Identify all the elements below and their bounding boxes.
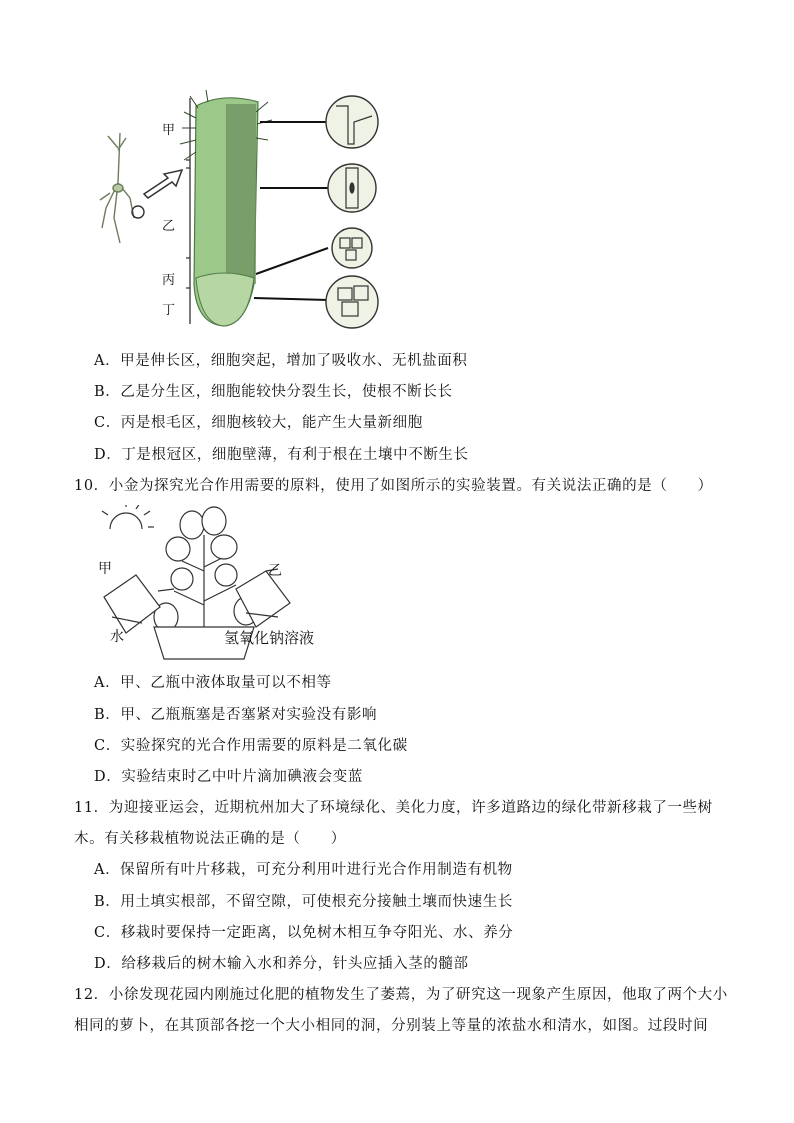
root-body: [180, 90, 272, 326]
q10-option-c[interactable]: C．实验探究的光合作用需要的原料是二氧化碳: [94, 738, 408, 754]
q11-option-d[interactable]: D．给移栽后的树木输入水和养分，针头应插入茎的髓部: [94, 956, 469, 972]
label-water: 水: [110, 629, 124, 645]
label-ding: 丁: [162, 303, 176, 318]
label-bottle-jia: 甲: [98, 561, 112, 577]
label-bing: 丙: [162, 273, 176, 288]
label-yi: 乙: [162, 219, 176, 234]
q9-option-b[interactable]: B．乙是分生区，细胞能较快分裂生长，使根不断长长: [94, 384, 453, 400]
label-bottle-yi: 乙: [268, 563, 282, 579]
label-naoh-solution: 氢氧化钠溶液: [224, 629, 315, 647]
q11-option-b[interactable]: B．用土填实根部，不留空隙，可使根充分接触土壤而快速生长: [94, 894, 513, 910]
q10-stem: 10．小金为探究光合作用需要的原料，使用了如图所示的实验装置。有关说法正确的是（ ）: [74, 478, 713, 494]
q12-stem-line2: 相同的萝卜，在其顶部各挖一个大小相同的洞，分别装上等量的浓盐水和清水，如图。过段时间: [74, 1018, 709, 1034]
sun-icon: [102, 505, 154, 529]
q9-option-a[interactable]: A．甲是伸长区，细胞突起，增加了吸收水、无机盐面积: [94, 353, 468, 369]
q11-stem-line1: 11．为迎接亚运会，近期杭州加大了环境绿化、美化力度，许多道路边的绿化带新移栽了一些树: [74, 800, 713, 816]
label-jia: 甲: [162, 123, 176, 138]
q9-option-c[interactable]: C．丙是根毛区，细胞核较大，能产生大量新细胞: [94, 415, 423, 431]
q12-stem-line1: 12．小徐发现花园内刚施过化肥的植物发生了萎蔫，为了研究这一现象产生原因，他取了两个大小: [74, 987, 728, 1003]
q11-stem-line2: 木。有关移栽植物说法正确的是（ ）: [74, 831, 346, 847]
q9-option-d[interactable]: D．丁是根冠区，细胞壁薄，有利于根在土壤中不断生长: [94, 447, 469, 463]
q10-option-a[interactable]: A．甲、乙瓶中液体取量可以不相等: [94, 675, 332, 691]
q10-option-d[interactable]: D．实验结束时乙中叶片滴加碘液会变蓝: [94, 769, 363, 785]
root-hair-cell-icon: [326, 96, 378, 148]
photosynthesis-apparatus-figure: [96, 505, 336, 665]
zone-bracket: [186, 98, 190, 324]
q11-option-a[interactable]: A．保留所有叶片移栽，可充分利用叶进行光合作用制造有机物: [94, 862, 513, 878]
seedling-icon: [100, 133, 144, 243]
q11-option-c[interactable]: C．移栽时要保持一定距离，以免树木相互争夺阳光、水、养分: [94, 925, 514, 941]
q10-option-b[interactable]: B．甲、乙瓶瓶塞是否塞紧对实验没有影响: [94, 707, 378, 723]
root-structure-figure: [96, 88, 396, 334]
arrow-icon: [144, 170, 182, 198]
